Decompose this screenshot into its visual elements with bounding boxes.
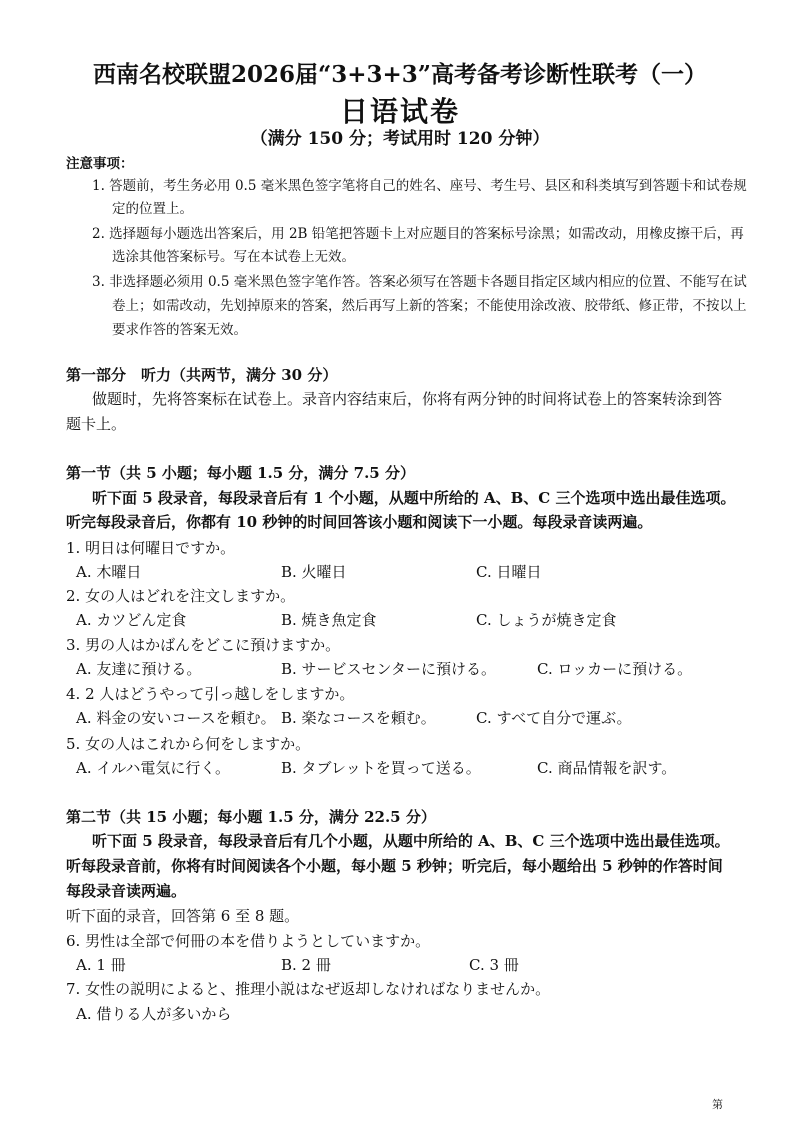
option-b: B. 焼き魚定食	[281, 611, 377, 629]
exam-score-time: （满分 150 分；考试用时 120 分钟）	[250, 129, 550, 149]
question-stem: 2. 女の人はどれを注文しますか。	[66, 587, 296, 605]
note-line: 选涂其他答案标号。写在本试卷上无效。	[112, 249, 355, 265]
exam-title: 西南名校联盟2026届“3+3+3”高考备考诊断性联考（一）	[92, 61, 708, 88]
option-c: C. すべて自分で運ぶ。	[476, 709, 632, 727]
note-line: 2. 选择题每小题选出答案后，用 2B 铅笔把答题卡上对应题目的答案标号涂黑；如需改动，用橡皮擦干后，再	[92, 226, 744, 242]
option-a: A. 木曜日	[76, 563, 142, 581]
section2-heading: 第二节（共 15 小题；每小题 1.5 分，满分 22.5 分）	[66, 808, 436, 826]
section2-instructions: 听每段录音前，你将有时间阅读各个小题，每小题 5 秒钟；听完后，每小题给出 5 秒钟的作答时间	[66, 857, 723, 875]
group-intro: 听下面的录音，回答第 6 至 8 题。	[66, 907, 300, 925]
option-a: A. カツどん定食	[76, 611, 187, 629]
option-b: B. 火曜日	[281, 563, 347, 581]
option-b: B. 楽なコースを頼む。	[281, 709, 436, 727]
question-stem: 5. 女の人はこれから何をしますか。	[66, 735, 311, 753]
question-stem: 3. 男の人はかばんをどこに預けますか。	[66, 636, 341, 654]
option-a: A. 友達に預ける。	[76, 660, 202, 678]
part1-intro: 题卡上。	[66, 415, 127, 433]
option-a: A. 料金の安いコースを頼む。	[76, 709, 276, 727]
part1-heading: 第一部分 听力（共两节，满分 30 分）	[66, 366, 338, 384]
option-c: C. 3 冊	[469, 956, 519, 974]
option-c: C. ロッカーに預ける。	[537, 660, 693, 678]
note-line: 1. 答题前，考生务必用 0.5 毫米黑色签字笔将自己的姓名、座号、考生号、县区和科类填写到答题卡和试卷规	[92, 178, 747, 194]
section2-instructions: 听下面 5 段录音，每段录音后有几个小题，从题中所给的 A、B、C 三个选项中选出最佳选项。	[92, 832, 730, 850]
option-a: A. イルハ電気に行く。	[76, 759, 231, 777]
note-line: 3. 非选择题必须用 0.5 毫米黑色签字笔作答。答案必须写在答题卡各题目指定区域内相应的位置、不能写在试	[92, 274, 747, 290]
section1-instructions: 听下面 5 段录音，每段录音后有 1 个小题，从题中所给的 A、B、C 三个选项中选出最佳选项。	[92, 489, 736, 507]
option-a: A. 借りる人が多いから	[76, 1005, 232, 1023]
option-a: A. 1 冊	[76, 956, 126, 974]
page-footer: 第	[712, 1098, 723, 1111]
question-stem: 4. 2 人はどうやって引っ越しをしますか。	[66, 685, 355, 703]
exam-subject: 日语试卷	[339, 95, 460, 128]
option-c: C. 日曜日	[476, 563, 542, 581]
note-line: 要求作答的答案无效。	[112, 322, 247, 338]
option-c: C. しょうが焼き定食	[476, 611, 617, 629]
option-b: B. タブレットを買って送る。	[281, 759, 481, 777]
question-stem: 7. 女性の説明によると、推理小説はなぜ返却しなければなりませんか。	[66, 980, 551, 998]
note-line: 卷上；如需改动，先划掉原来的答案，然后再写上新的答案；不能使用涂改液、胶带纸、修正带，不按以上	[112, 298, 747, 314]
note-line: 定的位置上。	[112, 201, 193, 217]
section1-instructions: 听完每段录音后，你都有 10 秒钟的时间回答该小题和阅读下一小题。每段录音读两遍。	[66, 513, 653, 531]
option-c: C. 商品情報を訳す。	[537, 759, 677, 777]
option-b: B. サービスセンターに預ける。	[281, 660, 496, 678]
question-stem: 6. 男性は全部で何冊の本を借りようとしていますか。	[66, 932, 431, 950]
notes-heading: 注意事项：	[66, 156, 134, 172]
section2-instructions: 每段录音读两遍。	[66, 882, 187, 900]
question-stem: 1. 明日は何曜日ですか。	[66, 539, 236, 557]
part1-intro: 做题时，先将答案标在试卷上。录音内容结束后，你将有两分钟的时间将试卷上的答案转涂到答	[92, 390, 723, 408]
option-b: B. 2 冊	[281, 956, 331, 974]
section1-heading: 第一节（共 5 小题；每小题 1.5 分，满分 7.5 分）	[66, 464, 415, 482]
